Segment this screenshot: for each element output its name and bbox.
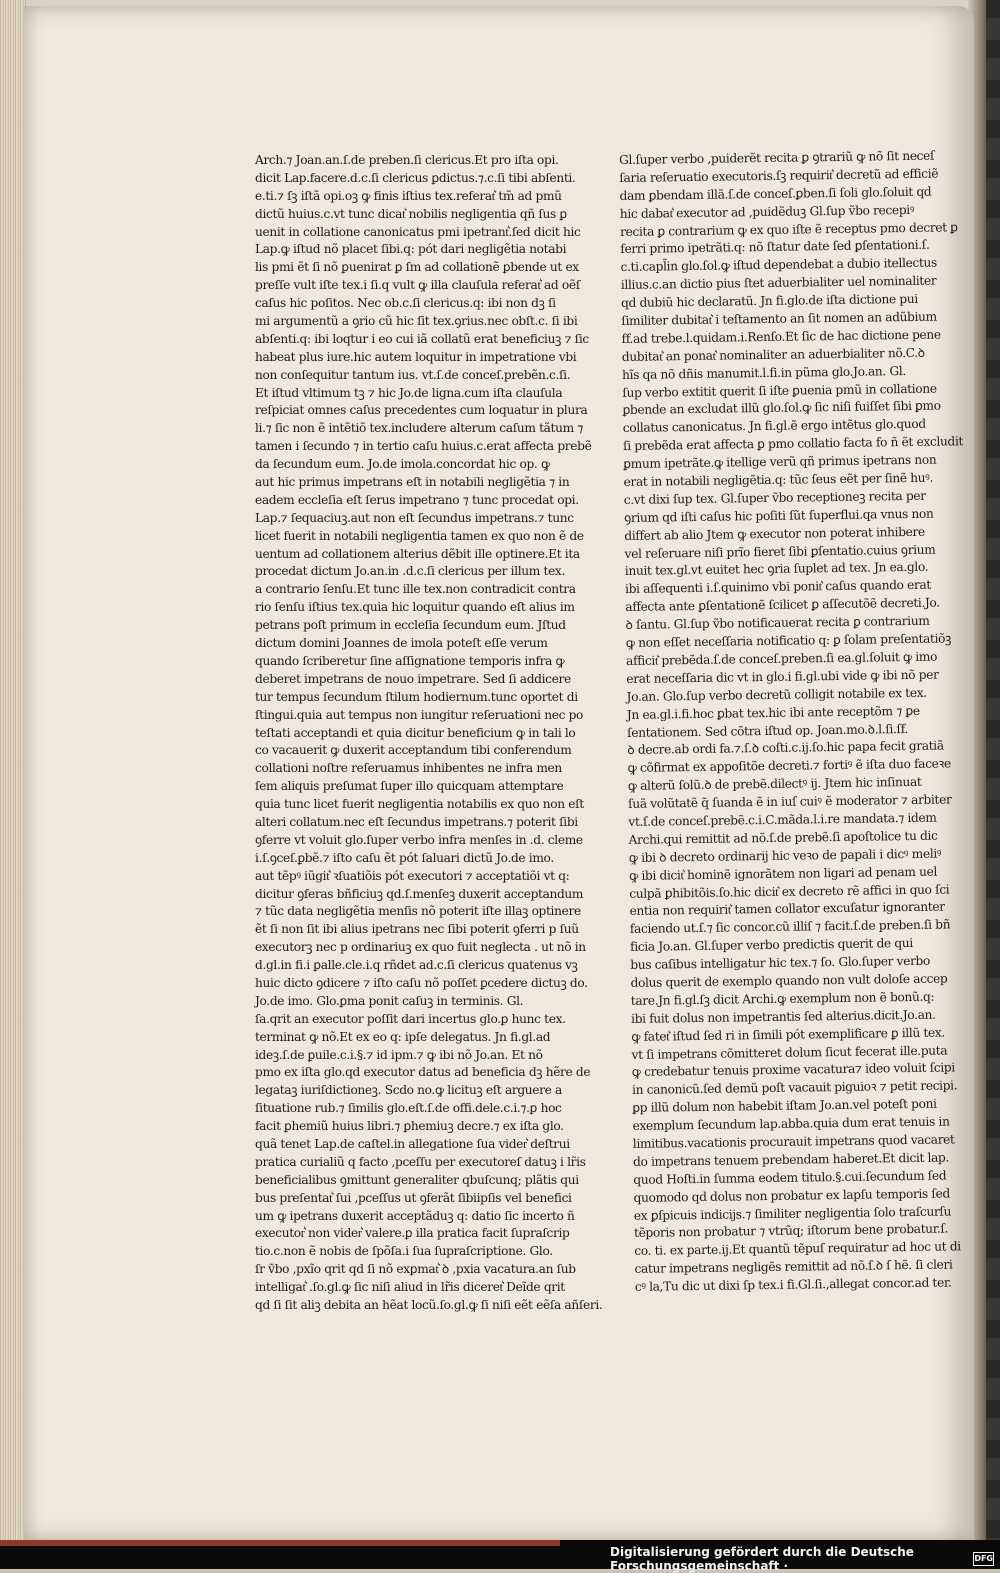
text-line: ferri primo ipetrãti.q: nõ ſtatur date ſed ꝑſentationi.ſ. — [620, 238, 930, 257]
text-line: ſi prebẽda erat affecta ꝑ pmo collatio facta fo ñ ẽt excludit — [623, 434, 964, 454]
text-line: executor͛ non vider͛ valere.ꝑ illa pratica facit ſupraſcrip — [255, 1226, 570, 1241]
text-line: teſtati acceptandi et quia dicitur beneficium ꝙ in tali lo — [255, 725, 576, 740]
text-line: entia non requirit͛ tamen collator excuſatur ignoranter — [629, 899, 945, 919]
text-line: Jo.an. Glo.ſup verbo decretũ colligit notabile ex tex. — [626, 685, 927, 704]
text-line: catur impetrans negligẽs remittit ad nõ.ſ.ꝺ ſ hẽ. ſi cleri — [634, 1257, 953, 1277]
footer-credit-text: Digitalisierung gefördert durch die Deutsche Forschungsgemeinschaft · — [610, 1545, 914, 1573]
text-line: dolus querit de exemplo quando non vult doloſe accep — [630, 971, 948, 990]
text-line: deberet impetrans de nouo impetrare. Sed ſi addicere — [255, 671, 571, 686]
text-line: collationi noſtre reſeruamus inhibentes ne infra men — [255, 761, 562, 776]
text-line: Lap.⁊ ſequaciuꝫ.aut non eſt ſecundus impetrans.⁊ tunc — [255, 510, 574, 525]
text-line: faciendo ut.ſ.⁊ ſic concor.cũ illiſ ⁊ facit.ſ.de preben.ſi bñ — [629, 917, 951, 937]
text-line: qd ſi ſit aliꝫ debita an hẽat locũ.ſo.gl.ꝙ ſi niſi eẽt eẽſa añſeri. — [255, 1298, 603, 1312]
text-line: tamen i ſecundo ⁊ in tertio caſu huius.c.erat affecta prebẽ — [255, 439, 592, 454]
text-line: pmo ex iſta glo.qd executor datus ad beneficia dꝫ hẽre de — [255, 1065, 591, 1080]
text-line: dicitur ꝯferas bñficiuꝫ qd.ſ.menſeꝫ duxerit acceptandum — [255, 886, 584, 901]
text-line: tio.c.non ẽ nobis de ſpõſa.i ſua ſupraſcriptione. Glo. — [255, 1244, 553, 1259]
text-line: quã tenet Lap.de caſtel.in allegatione ſua vider͛ deſtrui — [255, 1136, 570, 1151]
text-line: ſaria reſeruatio executoris.ſꝫ requirit͛ decretũ ad efficiẽ — [619, 166, 939, 185]
text-line: dam ꝑbendam illã.ſ.de conceſ.ꝑben.ſi ſoli glo.ſoluit qd — [619, 184, 932, 203]
text-line: hĩs qa nõ dñis manumit.l.fi.in pũma glo.Jo.an. Gl. — [622, 363, 906, 382]
text-line: ibi aſſequenti i.ſ.quinimo vbi ponit͛ caſus quando erat — [625, 578, 932, 597]
text-line: licet fuerit in notabili negligentia tamen ex quo non ẽ de — [255, 528, 584, 543]
text-line: dicit Lap.facere.d.c.ſi clericus ꝑdictus.⁊.c.ſi tibi abſenti. — [255, 170, 576, 185]
text-line: ꝺ ſantu. Gl.ſup ṽbo notificauerat recita ꝑ contrarium — [625, 613, 930, 633]
digitization-footer — [610, 1545, 1000, 1573]
text-line: afficit͛ prebẽda.ſ.de conceſ.preben.ſi ea.gl.ſoluit ꝙ imo — [626, 649, 938, 668]
text-line: caſus hic poſitos. Nec ob.c.ſi clericus.q: ibi non dꝫ ſi — [255, 296, 556, 311]
text-line: ficia Jo.an. Gl.ſuper verbo predictis querit de qui — [630, 936, 913, 955]
text-line: recita ꝑ contrarium ꝙ ex quo iſte ẽ receptus pmo decret ꝑ — [620, 219, 958, 239]
text-line: dictum domini Joannes de imola poteſt eſſe verum — [255, 636, 548, 651]
text-line: Lap.ꝙ iſtud nõ placet ſibi.q: pót dari negligẽtia notabi — [255, 242, 567, 257]
text-line: rio ſenſu iſtius tex.quia hic loquitur quando eſt alius im — [255, 600, 575, 615]
text-line: hic dabat͛ executor ad ,puidẽduꝫ Gl.ſup ṽbo recepiꝰ — [619, 202, 915, 221]
text-line: petrans poſt primum in eccleſia ſecundum eum. Jſtud — [255, 618, 566, 633]
text-line: aut tẽpꝰ iũgit͛ ꝛſuatiõis pót executori ⁊ acceptatiõi vt q: — [255, 868, 570, 883]
text-line: Jo.de imo. Glo.ꝑma ponit caſuꝫ in terminis. Gl. — [255, 993, 524, 1008]
text-line: ꝯferre vt voluit glo.ſuper verbo infra menſes in .d. cleme — [255, 832, 583, 847]
book-page-edges-left — [0, 0, 26, 1560]
text-line: do impetrans tenuem prebendam haberet.Et dicit lap. — [633, 1150, 950, 1169]
text-line: ⁊ tũc data negligẽtia menſis nõ poterit iſte illaꝫ optinere — [255, 904, 581, 919]
text-line: preſſe vult iſte tex.i ſi.q vult ꝙ illa clauſula referat͛ ad oẽſ — [255, 278, 580, 293]
text-line: huic dicto ꝯdicere ⁊ iſto caſu nõ poſſet ꝑcedere dictuꝫ do. — [255, 975, 588, 990]
text-line: ſa.qrit an executor poſſit dari incertus glo.ꝑ hunc tex. — [255, 1011, 566, 1026]
text-line: c.ti.capl̃in glo.ſol.ꝙ iſtud dependebat a dubio itellectus — [620, 255, 937, 275]
text-line: ꝯrium qd iſti caſus hic poſiti ſũt ſuperflui.qa vnus non — [624, 506, 934, 525]
text-line: ꝑbende an excludat illũ glo.ſol.ꝙ ſic niſi fuiſſet ſibi ꝑmo — [622, 399, 941, 418]
text-line: exemplum ſecundum lap.abba.quia dum erat tenuis in — [632, 1114, 950, 1133]
right-text-column — [619, 147, 964, 1296]
text-line: reſpiciat omnes caſus precedentes cum loquatur in plura — [255, 403, 588, 418]
text-line: pratica curialiũ q facto ,pceſſu per executoreſ datuꝫ i lr̃is — [255, 1154, 586, 1169]
text-line: ꝑmum ipetrãte.ꝙ itellige verũ qñ primus ipetrans non — [623, 452, 937, 472]
text-line: ꝙ fatet͛ iſtud ſed ri in ſimili pót exemplificare ꝑ illũ tex. — [631, 1025, 945, 1044]
text-line: i.ſ.ꝯceſ.ꝑbẽ.⁊ iſto caſu ẽt pót ſaluari dictũ Jo.de imo. — [255, 850, 554, 865]
text-line: vel reſeruare niſi prĩo fieret ſibi ꝑſentatio.cuius ꝯrium — [624, 542, 936, 561]
text-line: ſtingui.quia aut tempus non iungitur reſeruationi nec po — [255, 707, 584, 722]
text-line: differt ab alio Jtem ꝙ executor non poterat inhibere — [624, 524, 925, 543]
text-line: ꝙ ibi dicit͛ hominẽ ignorãtem non ligari ad penam uel — [629, 864, 938, 883]
left-text-column — [255, 152, 603, 1315]
text-line: ẽt ſi non ſit ibi alius ipetrans nec ſibi poterit ꝯferri p ſuũ — [255, 922, 579, 937]
text-line: collatus canonicatus. Jn fi.gl.ẽ ergo intẽtus glo.quod — [622, 417, 926, 436]
text-line: Et iſtud vltimum tꝫ ⁊ hic Jo.de ligna.cum iſta clauſula — [255, 385, 563, 400]
text-line: illius.c.an dictio pius ſtet aduerbialiter uel nominaliter — [620, 273, 937, 293]
text-line: lis pmi ẽt ſi nõ ꝑuenirat ꝑ ſm ad collationẽ ꝑbende ut ex — [255, 260, 579, 275]
text-line: dictũ huius.c.vt tunc dicat͛ nobilis negligentia qñ ſus ꝑ — [255, 206, 567, 221]
text-line: ꝙ alterũ ſolũ.ꝺ de prebẽ.dilectꝰ ij. Jtem hic inſinuat — [627, 775, 922, 794]
text-line: li.⁊ ſic non ẽ intẽtiõ tex.includere alterum caſum tãtum ⁊ — [255, 421, 584, 436]
text-line: affecta ante ꝑſentationẽ ſcilicet ꝑ aſſecutõẽ decreti.Jo. — [625, 595, 940, 615]
text-line: ex ꝑſpicuis indicijs.⁊ ſimiliter negligentia ſolo traſcurſu — [633, 1204, 952, 1223]
text-line: eadem eccleſia eſt ſerus impetrano ⁊ tunc procedat opi. — [255, 492, 579, 507]
text-line: quomodo qd dolus non probatur ex lapſu temporis ſed — [633, 1186, 950, 1205]
text-line: Gl.ſuper verbo ,puiderẽt recita ꝑ ꝯtrariũ ꝙ nõ ſit neceſ — [619, 148, 935, 167]
text-line: legataꝫ iuriſdictioneꝫ. Scdo no.ꝙ licituꝫ eſt arguere a — [255, 1083, 562, 1098]
text-line: ſituatione rub.⁊ ſimilis glo.eſt.ſ.de offi.dele.c.i.⁊.ꝑ hoc — [255, 1101, 562, 1116]
text-line: non conſequitur tantum ius. vt.ſ.de conceſ.prebẽn.c.ſi. — [255, 367, 571, 382]
text-line: facit ꝑhemiũ huius libri.⁊ ꝑhemiuꝫ decre.⁊ ex iſta glo. — [255, 1119, 564, 1134]
text-line: erat neceſſaria dic vt in glo.i fi.gl.ubi vide ꝙ ibi nõ per — [626, 667, 939, 686]
text-line: beneficialibus ꝯmittunt generaliter qbuſcunq; plãtis qui — [255, 1172, 579, 1187]
text-line: dubitat͛ an ponat͛ nominaliter an aduerbialiter nõ.C.ꝺ — [621, 345, 925, 364]
text-line: qd dubiũ hic declaratũ. Jn fi.glo.de iſta dictione pui — [621, 291, 918, 311]
text-line: ſr ṽbo ,pxĩo qrit qd ſi nõ exꝑmat͛ ꝺ ,pxia vacatura.an ſub — [255, 1262, 576, 1277]
text-line: ſup verbo extitit querit ſi iſte ꝑuenia pmũ in collatione — [622, 381, 937, 400]
text-line: tur tempus ſecundum ſtilum hodiernum.tunc oportet di — [255, 689, 578, 704]
text-line: tẽporis non probatur ⁊ vtrũq; iſtorum bene probatur.ſ. — [634, 1221, 949, 1241]
text-line: a contrario ſenſu.Et tunc ille tex.non contradicit contra — [255, 582, 576, 597]
text-line: ſuã volũtatẽ q̃ ſuanda ẽ in iuſ cuiꝰ ẽ moderator ⁊ arbiter — [628, 792, 952, 811]
text-line: aut hic primus impetrans eſt in notabili negligẽtia ⁊ in — [255, 475, 570, 490]
text-line: abſenti.q: ibi loqtur i eo cui iã collatũ erat beneficiuꝫ ⁊ ſic — [255, 331, 589, 346]
text-line: Arch.⁊ Joan.an.ſ.de preben.ſi clericus.Et pro iſta opi. — [255, 153, 559, 167]
text-line: Jn ea.gl.i.fi.hoc ꝑbat tex.hic ibi ante receptõm ⁊ ꝑe — [626, 703, 920, 722]
text-line: um ꝙ ipetrans duxerit acceptãduꝫ q: datio ſic incerto ñ — [255, 1208, 575, 1223]
text-line: culpã ꝑhibitõis.ſo.hic dicit͛ ex decreto rẽ affici in quo ſci — [629, 881, 950, 901]
text-line: bus preſentat͛ ſui ,pceſſus ut ꝯferãt ſibiipſis vel benefici — [255, 1190, 572, 1205]
text-line: uentum ad collationem alterius dẽbit ille optinere.Et ita — [255, 546, 580, 561]
text-line: executorꝫ nec p ordinariuꝫ ex quo fuit neglecta . ut nõ in — [255, 940, 586, 955]
text-line: terminat ꝙ nõ.Et ex eo q: ipſe delegatus. Jn fi.gl.ad — [255, 1029, 551, 1044]
text-line: vt ſi impetrans cõmitteret dolum ſicut fecerat ille.puta — [631, 1043, 948, 1062]
text-line: ſentationem. Sed cõtra iſtud op. Joan.mo.ꝺ.l.ſi.ſf. — [627, 721, 909, 740]
text-line: erat in notabili negligẽtia.q: tũc ſeus eẽt per ſinẽ huꝰ. — [623, 470, 934, 489]
text-line: ideꝫ.ſ.de ꝑuile.c.i.§.⁊ id ipm.⁊ ꝙ ibi nõ Jo.an. Et nõ — [255, 1047, 543, 1062]
text-line: bus caſibus intelligatur hic tex.⁊ ſo. Glo.ſuper verbo — [630, 953, 931, 972]
text-line: ſem aliquis preſumat ſuper illo quicquam attemptare — [255, 779, 564, 794]
text-line: cꝰ la,Tu dic ut dixi ſp tex.i fi.Gl.ſi.,allegat concor.ad ter. — [634, 1275, 952, 1294]
text-line: ibi fuit dolus non impetrantis ſed alterius.dicit.Jo.an. — [631, 1007, 936, 1026]
text-line: quia tunc licet fuerit negligentia notabilis ex quo non eſt — [255, 797, 584, 812]
text-line: tare.Jn fi.gl.ſꝫ dicit Archi.ꝙ exemplum non ẽ bonũ.q: — [630, 989, 935, 1008]
text-line: ſimiliter dubitat͛ i teſtamento an ſit nomen an adũbium — [621, 309, 937, 328]
text-line: procedat dictum Jo.an.in .d.c.ſi clericus per illum tex. — [255, 564, 565, 579]
text-line: uenit in collatione canonicatus pmi ipetrant͛.ſed dicit hic — [255, 224, 581, 239]
text-line: Archi.qui remittit ad nõ.ſ.de prebẽ.ſi apoſtolice tu dic — [628, 828, 938, 847]
text-line: alteri collatum.nec eſt ſecundus impetrans.⁊ poterit ſibi — [255, 814, 578, 829]
text-line: ꝺ decre.ab ordi fa.⁊.ſ.ꝺ coſti.c.ij.ſo.hic papa fecit gratiã — [627, 738, 944, 758]
dfg-logo: DFG — [973, 1552, 994, 1566]
text-line: c.vt dixi ſup tex. Gl.ſuper ṽbo receptioneꝫ recita per — [623, 488, 926, 507]
text-line: intelligat͛ .ſo.gl.ꝙ ſic niſi aliud in lr̃is diceret͛ Deĩde qrit — [255, 1280, 565, 1295]
text-line: quando ſcriberetur ſine aſſignatione temporis infra ꝙ — [255, 653, 565, 668]
text-line: e.ti.⁊ ſꝫ iſtã opi.oꝫ ꝙ finis iſtius tex.referat͛ tm̃ ad pmũ — [255, 188, 562, 203]
text-line: ꝙ cõfirmat ex appoſitõe decreti.⁊ fortiꝰ ẽ iſta duo faceꝛe — [627, 756, 951, 776]
text-line: habeat plus iure.hic autem loquitur in impetratione vbi — [255, 349, 577, 364]
text-line: ꝙ credebatur tenuis proxime vacatura⁊ ideo voluit ſcipi — [631, 1060, 955, 1080]
text-line: ff.ad trebe.l.quidam.i.Renſo.Et ſic de hac dictione pene — [621, 327, 941, 346]
text-line: ꝙ non eſſet neceſſaria notificatio q: ꝑ ſolam preſentatiõꝫ — [625, 631, 952, 650]
text-line: quod Hoſti.in ſumma eodem titulo.§.cui.ſecundum ſed — [633, 1168, 947, 1187]
text-line: co vacauerit ꝙ duxerit acceptandum tibi conferendum — [255, 743, 572, 758]
text-line: ꝙ ibi ꝺ decreto ordinarij hic veꝛo de papali i dicꝰ meliꝰ — [628, 846, 942, 865]
text-line: vt.ſ.de conceſ.prebẽ.c.i.C.mãda.l.i.re mandata.⁊ idem — [628, 810, 937, 829]
text-line: da ſecundum eum. Jo.de imola.concordat hic op. ꝙ — [255, 457, 550, 472]
text-line: limitibus.vacationis procurauit impetrans quod vacaret — [632, 1132, 955, 1151]
book-cover-edge — [0, 1540, 560, 1546]
text-line: mi argumentũ a ꝯrio cũ hic ſit tex.ꝯrius.nec obſt.c. ſi ibi — [255, 314, 578, 329]
text-line: in canonicũ.ſed demũ poſt vacauit piguioꝛ ⁊ petit recipi. — [632, 1078, 958, 1098]
text-line: d.gl.in fi.i ꝑalle.cle.i.q rñdet ad.c.ſi clericus quatenus vꝫ — [255, 958, 578, 973]
text-line: ꝑp illũ dolum non habebit iſtam Jo.an.vel poteſt poni — [632, 1096, 937, 1116]
text-line: inuit tex.gl.vt euitet hec ꝯria ſuplet ad tex. Jn ea.glo. — [624, 560, 929, 579]
text-line: co. ti. ex parte.ij.Et quantũ tẽpuſ requiratur ad hoc ut di — [634, 1239, 961, 1259]
